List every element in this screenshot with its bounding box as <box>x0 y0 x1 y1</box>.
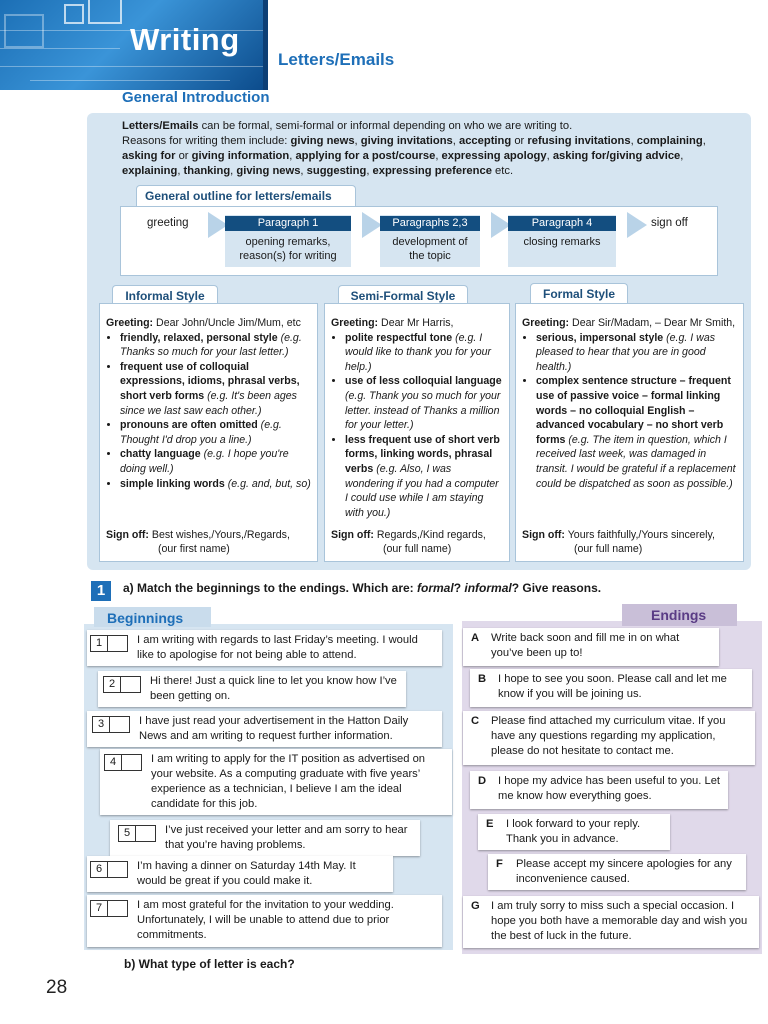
bullet-example: (e.g. Thought I'd drop you a line.) <box>120 419 282 446</box>
ending-text: Please find attached my curriculum vitae. If you have any questions regarding my application, please do not hesitate to contact me. <box>491 715 726 757</box>
informal-style-tab: Informal Style <box>112 285 218 306</box>
style-bullet <box>120 418 311 447</box>
style-bullet <box>120 447 311 476</box>
greeting-label: Greeting: <box>331 317 379 329</box>
signoff-note: (our full name) <box>383 543 452 556</box>
exercise-instruction: a) Match the beginnings to the endings. Which are: formal? informal? Give reasons. <box>123 581 602 595</box>
style-bullet <box>345 331 503 375</box>
ending-card <box>463 896 759 948</box>
intro-text <box>122 119 730 179</box>
style-bullet <box>536 374 737 491</box>
style-content <box>325 304 509 520</box>
beginning-number: 4 <box>105 755 122 770</box>
bullet-example: (e.g. It's been ages since we last saw each other.) <box>120 389 297 417</box>
style-bullet <box>345 433 503 521</box>
intro-segment: , <box>435 150 442 162</box>
beginning-text: I’m having a dinner on Saturday 14th May. It would be great if you could make it. <box>137 860 356 887</box>
bullet-example: (e.g. I hope you're doing well.) <box>120 448 289 475</box>
intro-segment: giving invitations <box>360 135 453 147</box>
answer-box[interactable] <box>103 676 141 693</box>
answer-box[interactable] <box>104 754 142 771</box>
style-bullets <box>522 331 737 492</box>
outline-signoff: sign off <box>651 217 688 229</box>
intro-segment: Letters/Emails <box>122 120 199 132</box>
intro-segment: refusing invitations <box>527 135 631 147</box>
ending-text: I hope my advice has been useful to you. Let me know how everything goes. <box>498 775 721 802</box>
intro-segment: , <box>630 135 637 147</box>
intro-segment: asking for/giving advice <box>552 150 681 162</box>
bullet-example: (e.g. I was pleased to hear that you are in good health.) <box>536 331 716 373</box>
bullet-key: polite respectful tone <box>345 331 453 344</box>
style-signoff <box>331 528 486 557</box>
answer-box[interactable] <box>90 861 128 878</box>
beginning-text: I am most grateful for the invitation to your wedding. Unfortunately, I will be unable to attend due to prior commitments. <box>137 899 394 941</box>
ending-card <box>488 854 746 890</box>
ending-card <box>470 669 752 707</box>
intro-segment: , <box>702 135 706 147</box>
signoff-value: Yours faithfully,/Yours sincerely, <box>567 528 715 541</box>
outline-greeting: greeting <box>147 217 189 229</box>
greeting-value: Dear Sir/Madam, – Dear Mr Smith, <box>572 317 736 329</box>
outline-paragraph-body: development of the topic <box>392 236 468 262</box>
beginning-text: I have just read your advertisement in the Hatton Daily News and am writing to request further information. <box>139 715 409 742</box>
beginning-number: 1 <box>91 636 108 651</box>
page-number: 28 <box>46 977 68 998</box>
formal-style-tab: Formal Style <box>530 283 628 304</box>
ending-text: I hope to see you soon. Please call and let me know if you will be joining us. <box>498 673 727 700</box>
intro-segment: expressing apology <box>441 150 547 162</box>
style-content <box>100 304 317 491</box>
intro-segment: giving information <box>191 150 290 162</box>
answer-box[interactable] <box>90 900 128 917</box>
signoff-value: Best wishes,/Yours,/Regards, <box>151 528 290 541</box>
style-signoff <box>106 528 290 557</box>
intro-segment: asking for <box>122 150 176 162</box>
answer-box[interactable] <box>90 635 128 652</box>
intro-segment: , <box>366 165 373 177</box>
bullet-example: (e.g. and, but, so) <box>227 477 311 490</box>
bullet-example: (e.g. I would like to thank you for your help.) <box>345 331 492 373</box>
intro-segment: , <box>230 165 237 177</box>
bullet-key: use of less colloquial language <box>345 375 502 388</box>
exercise-part-b: b) What type of letter is each? <box>124 957 295 971</box>
bullet-key: complex sentence structure – frequent use of passive voice – formal linking words – no colloquial English – advanced vocabulary – no short verb forms <box>536 375 731 446</box>
ending-letter: A <box>471 632 480 644</box>
outline-paragraph-head: Paragraph 4 <box>508 216 616 231</box>
arrow-right-icon <box>362 212 382 238</box>
ending-text: I am truly sorry to miss such a special occasion. I hope you both have a memorable day and wish you the best of luck in the future. <box>491 900 748 942</box>
style-bullet <box>536 331 737 375</box>
intro-segment: etc. <box>491 165 514 177</box>
ending-letter: D <box>478 775 487 787</box>
ending-text: I look forward to your reply. Thank you in advance. <box>506 818 641 845</box>
beginning-text: I am writing to apply for the IT position as advertised on your website. As a computing graduate with five years’ experience as a technician, I believe I am the ideal candidate for this job. <box>151 753 426 810</box>
bullet-example: (e.g. Thank you so much for your letter. instead of Thanks a million for your letter.) <box>345 389 501 432</box>
outline-title: General outline for letters/emails <box>145 189 332 203</box>
style-bullet <box>120 360 311 418</box>
ending-text: Write back soon and fill me in on what you’ve been up to! <box>491 632 680 659</box>
signoff-value: Regards,/Kind regards, <box>376 528 486 541</box>
endings-title: Endings <box>651 607 707 623</box>
intro-segment: , <box>354 135 361 147</box>
outline-paragraph-body: opening remarks, reason(s) for writing <box>239 236 337 262</box>
style-bullet <box>120 331 311 360</box>
ending-card <box>463 711 755 765</box>
unit-title: Writing <box>130 22 240 57</box>
beginning-number: 3 <box>93 717 110 732</box>
intro-segment: applying for a post/course <box>295 150 436 162</box>
intro-segment: thanking <box>183 165 231 177</box>
beginning-text: I’ve just received your letter and am sorry to hear that you’re having problems. <box>165 824 408 851</box>
intro-segment: or <box>511 135 528 147</box>
intro-segment: , <box>452 135 459 147</box>
beginning-number: 7 <box>91 901 108 916</box>
bullet-key: frequent use of colloquial expressions, idioms, phrasal verbs, short verb forms <box>120 360 300 402</box>
style-bullet <box>345 374 503 432</box>
informal-style-column <box>99 303 318 562</box>
intro-segment: explaining <box>122 165 178 177</box>
intro-segment: can be formal, semi-formal or informal depending on who we are writing to. <box>198 120 573 132</box>
style-greeting <box>331 316 503 331</box>
signoff-note: (our first name) <box>158 543 230 556</box>
intro-segment: giving news <box>236 165 301 177</box>
section-heading: General Introduction <box>122 89 270 106</box>
signoff-label: Sign off: <box>106 528 149 541</box>
style-bullets <box>106 331 311 492</box>
arrow-right-icon <box>627 212 647 238</box>
intro-segment: , <box>289 150 296 162</box>
exercise-number: 1 <box>91 581 111 601</box>
beginnings-title: Beginnings <box>107 610 184 626</box>
answer-box[interactable] <box>118 825 156 842</box>
beginning-text: Hi there! Just a quick line to let you know how I’ve been getting on. <box>150 675 397 702</box>
intro-segment: or <box>175 150 192 162</box>
ending-letter: F <box>496 858 503 870</box>
banner-edge <box>263 0 268 90</box>
intro-segment: , <box>680 150 684 162</box>
style-greeting <box>522 316 737 331</box>
intro-segment: , <box>177 165 184 177</box>
formal-style-column <box>515 303 744 562</box>
intro-segment: , <box>300 165 307 177</box>
unit-subtitle: Letters/Emails <box>278 50 395 69</box>
bullet-key: serious, impersonal style <box>536 331 664 344</box>
intro-segment: suggesting <box>306 165 367 177</box>
greeting-label: Greeting: <box>522 317 570 329</box>
ending-letter: B <box>478 673 487 685</box>
answer-box[interactable] <box>92 716 130 733</box>
outline-paragraph-head: Paragraphs 2,3 <box>380 216 480 231</box>
greeting-value: Dear John/Uncle Jim/Mum, etc <box>156 317 301 329</box>
greeting-value: Dear Mr Harris, <box>381 317 454 329</box>
semi-formal-style-column <box>324 303 510 562</box>
outline-paragraph-body: closing remarks <box>523 236 601 248</box>
style-bullet <box>120 477 311 492</box>
bullet-example: (e.g. The item in question, which I received last week, was damaged in transit. I would be grateful if a replacement could be dispatched as soon as possible.) <box>536 433 736 490</box>
signoff-note: (our full name) <box>574 543 643 556</box>
style-signoff <box>522 528 715 557</box>
outline-paragraph-head: Paragraph 1 <box>225 216 351 231</box>
ending-text: Please accept my sincere apologies for any inconvenience caused. <box>516 858 732 885</box>
greeting-label: Greeting: <box>106 317 154 329</box>
bullet-key: friendly, relaxed, personal style <box>120 331 278 344</box>
ending-letter: C <box>471 715 480 727</box>
bullet-example: (e.g. Thanks so much for your last letter.) <box>120 331 302 359</box>
signoff-label: Sign off: <box>331 528 374 541</box>
intro-segment: giving news <box>290 135 355 147</box>
intro-segment: expressing preference <box>372 165 492 177</box>
bullet-key: chatty language <box>120 448 201 461</box>
ending-card <box>478 814 670 850</box>
style-greeting <box>106 316 311 331</box>
style-content <box>516 304 743 491</box>
beginning-text: I am writing with regards to last Friday’s meeting. I would like to apologise for not being able to attend. <box>137 634 418 661</box>
intro-segment: Reasons for writing them include: <box>122 135 291 147</box>
beginning-number: 5 <box>119 826 136 841</box>
ending-card <box>470 771 728 809</box>
ending-card <box>463 628 719 666</box>
style-bullets <box>331 331 503 521</box>
intro-segment: , <box>546 150 553 162</box>
intro-segment: complaining <box>636 135 703 147</box>
ending-letter: G <box>471 900 480 912</box>
bullet-key: pronouns are often omitted <box>120 419 258 432</box>
intro-segment: accepting <box>458 135 512 147</box>
beginning-number: 2 <box>104 677 121 692</box>
ending-letter: E <box>486 818 494 830</box>
bullet-example: (e.g. Also, I was wondering if you had a computer I could use while I am staying with you.) <box>345 462 499 519</box>
bullet-key: less frequent use of short verb forms, linking words, phrasal verbs <box>345 433 500 475</box>
bullet-key: simple linking words <box>120 477 225 490</box>
semi-formal-style-tab: Semi-Formal Style <box>338 285 468 306</box>
beginning-number: 6 <box>91 862 108 877</box>
signoff-label: Sign off: <box>522 528 565 541</box>
